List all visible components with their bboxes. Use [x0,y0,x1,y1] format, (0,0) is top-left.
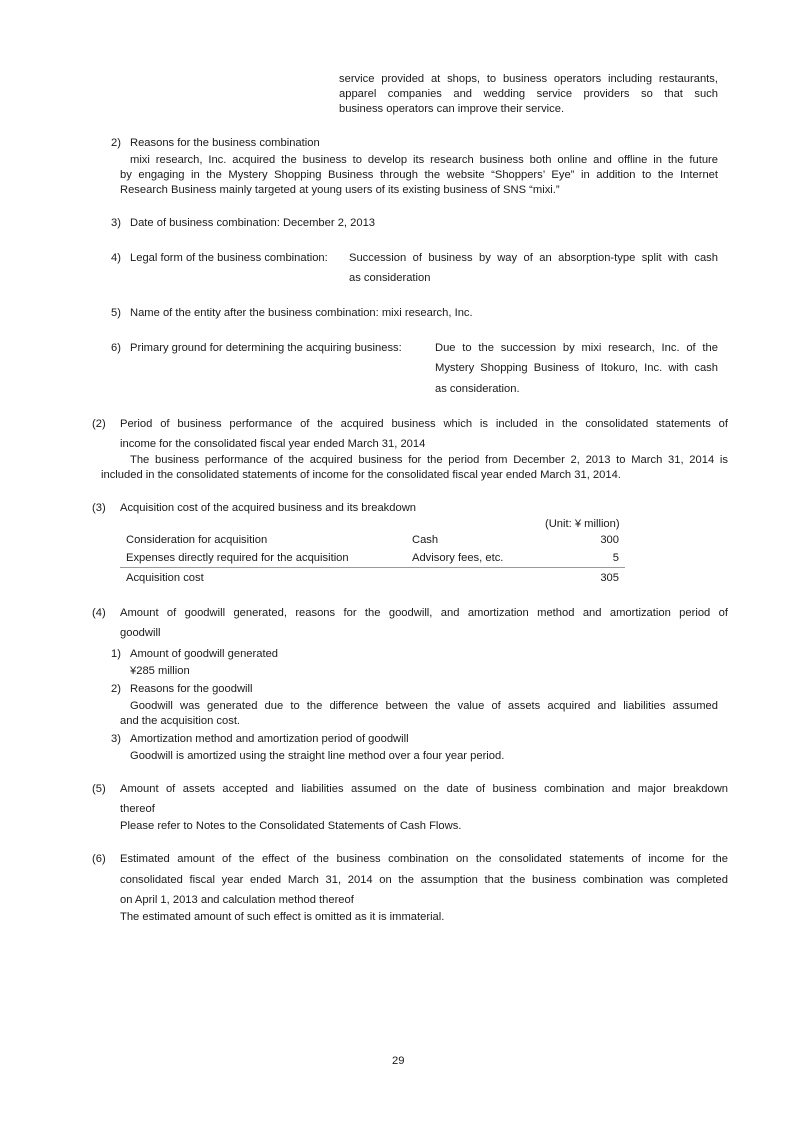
unit-label: (Unit: ¥ million) [545,518,620,530]
item-label: Primary ground for determining the acquiring business: [130,342,402,354]
row-detail: Cash [412,534,439,546]
page-number: 29 [392,1055,405,1067]
section-title-line: income for the consolidated fiscal year ended March 31, 2014 [120,438,426,450]
row-item: Consideration for acquisition [126,534,268,546]
section-title-line: consolidated fiscal year ended March 31, 2014 on the assumption that the business combination was completed [120,874,728,886]
section-body: Please refer to Notes to the Consolidated Statements of Cash Flows. [120,820,462,832]
item-label: Legal form of the business combination: [130,252,328,264]
item-body-line: Research Business mainly targeted at young users of its existing business of SNS “mixi.” [120,184,560,196]
item-value-line: Succession of business by way of an absorption-type split with cash [349,252,718,264]
goodwill-amount: ¥285 million [130,665,190,677]
section-body-line: included in the consolidated statements of income for the consolidated fiscal year ended March 31, 2014. [101,469,621,481]
section-number: (2) [92,418,106,430]
intro-line: business operators can improve their service. [339,103,565,115]
item-title: Amount of goodwill generated [130,648,279,660]
section-body: The estimated amount of such effect is omitted as it is immaterial. [120,911,445,923]
item-title: Name of the entity after the business combination: mixi research, Inc. [130,307,473,319]
row-detail: Advisory fees, etc. [412,552,504,564]
item-number: 4) [111,252,121,264]
item-body-line: mixi research, Inc. acquired the business to develop its research business both online and offline in the future [130,154,718,166]
section-body-line: The business performance of the acquired business for the period from December 2, 2013 to March 31, 2014 is [130,454,728,466]
item-number: 2) [111,137,121,149]
section-title-line: Amount of assets accepted and liabilities assumed on the date of business combination and major breakdown [120,783,728,795]
row-amount: 5 [612,552,619,564]
section-number: (6) [92,853,106,865]
total-amount: 305 [552,568,625,589]
item-body-line: Goodwill is amortized using the straight line method over a four year period. [130,750,505,762]
total-detail [406,568,552,589]
item-number: 1) [111,648,121,660]
table-row [120,549,625,568]
item-number: 5) [111,307,121,319]
item-value-line: Due to the succession by mixi research, Inc. of the [435,342,718,354]
item-number: 3) [111,217,121,229]
item-value-line: Mystery Shopping Business of Itokuro, Inc. with cash [435,362,718,374]
item-title: Reasons for the business combination [130,137,320,149]
section-title-line: goodwill [120,627,161,639]
intro-line: service provided at shops, to business operators including restaurants, [339,73,718,85]
table-row [120,531,625,549]
section-number: (4) [92,607,106,619]
item-body-line: and the acquisition cost. [120,715,241,727]
acquisition-cost-table [120,531,625,588]
item-body-line: Goodwill was generated due to the difference between the value of assets acquired and liabilities assumed [130,700,718,712]
intro-line: apparel companies and wedding service providers so that such [339,88,718,100]
section-title-line: Estimated amount of the effect of the business combination on the consolidated statements of income for the [120,853,728,865]
item-title: Amortization method and amortization period of goodwill [130,733,409,745]
item-number: 3) [111,733,121,745]
row-amount: 300 [600,534,619,546]
row-item: Expenses directly required for the acquisition [126,552,349,564]
item-number: 2) [111,683,121,695]
section-title: Acquisition cost of the acquired business and its breakdown [120,502,417,514]
item-title: Date of business combination: December 2, 2013 [130,217,376,229]
item-number: 6) [111,342,121,354]
section-title-line: Amount of goodwill generated, reasons for the goodwill, and amortization method and amortization period of [120,607,728,619]
item-body-line: by engaging in the Mystery Shopping Business through the website “Shoppers’ Eye” in addition to the Internet [120,169,718,181]
item-value-line: as consideration. [435,383,520,395]
section-title-line: Period of business performance of the acquired business which is included in the consolidated statements of [120,418,728,430]
total-item: Acquisition cost [120,568,406,589]
item-title: Reasons for the goodwill [130,683,253,695]
section-title-line: on April 1, 2013 and calculation method thereof [120,894,354,906]
section-number: (5) [92,783,106,795]
item-value-line: as consideration [349,272,431,284]
section-number: (3) [92,502,106,514]
table-total-row [120,568,625,589]
section-title-line: thereof [120,803,155,815]
